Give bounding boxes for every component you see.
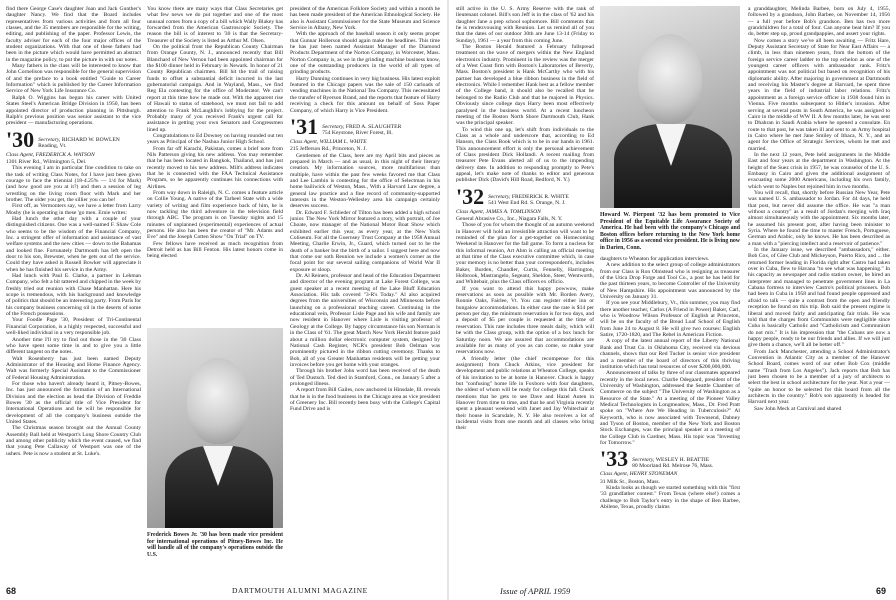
class-secretary: Secretary, RICHARD W. BOWLEN Reading, Vt.: [38, 136, 120, 150]
paragraph: If you want to attend this happy powwow, make reservations as soon as possible with Mr. Borden Avery, Ronnie Oaks, Fairlee, Vt. You can register either inn or bungalow accommodations. In either case the rate is $14 per person per day, the minimum reservation is for two days, and a deposit of $5 per couple is requested at the time of reservation. This rate includes three meals daily, which will be with the Class group, with the option of a box lunch for Saturday noon. We are assured that accommodations are available for as many of you as can come, so make your reservations now.: [456, 285, 594, 356]
paragraph: Another time I'll try to find out those in the '30 Class who have spent some time in and to give you a little different tangent on the notes.: [6, 336, 141, 356]
paragraph: From Jack Manchester, attending a School Administrator's Convention in Atlantic City as a member of the Hanover School Board, comes word of our other Bob Cox (middle name "Trash from Los Angeles"). Jack reports that Bob has just been chosen to be a member of a jury of architects to select the best in school architecture for the year. Not a year — "quite an honor to be selected for this board from all the architects in the country." Bob's son apparently is headed for Harvard next year.: [748, 348, 890, 406]
paragraph: Congratulations to Ed Downey on having rounded out ten years as Principal of the Nashua Junior High School.: [147, 132, 283, 146]
paragraph: Dr. Al Reiners, professor and head of the Education Department and director of the evening program at Lake Forest College, was guest speaker at a recent meeting of the Lake Bluff Education Association. His talk covered "3-R's Today." Al also acquired degrees from the universities of Wisconsin and Minnesota before launching on a professional teaching career. Continuing in the educational vein, Professor Lisle Page and his wife and family are now resident in Hanover where Lisle is visiting professor of Geology at the College. By happy circumstance his son Norman is in the Class of '61. The great March New York Herald feature paid about a million dollar electronic computer system, designed by National Cash Register, NCR's president Bob Oelman was prominently pictured in the ribbon cutting ceremony. Thanks to Bob, all of you Greater Manhattan residents will be getting your invoices before you get home with your oranges.: [290, 273, 440, 368]
class-heading-31: [290, 113, 440, 139]
paragraph: In the next 12 years, Pete held assignments in the Middle East and four years at the department in Washington. At the height of the Suez crisis in 1957, he was counselor of the U. S. Embassy in Cairo and given the additional assignment of evacuating some 2000 Americans, including his own family, which went to Naples but rejoined him in two months.: [748, 151, 890, 190]
class-year: '32: [456, 183, 485, 209]
paragraph: president of the American Folklore Society and within a month he has been made president of the American Ethnological Society. He also is Assistant Commissioner for the State Museum and Science Service in Albany, New York.: [290, 6, 440, 32]
paragraph: On the political front the Republican County Chairman from Orange County, N. J., announced recently that Bill Blanchard of New Vernon had been appointed chairman for the $100 dinner held in February in Newark. In honor of 21 County Republican chairmen. Bill hit the trail of raising funds to offset a substantial deficit incurred in the last gubernatorial campaign. And in Wayland, Mass., we find Reg Ela contesting for the office of Moderator. We can't report at this time how he made out. With the apparent rise of Hawaii to status of statehood, we must not fail to add attention to Frank McLaughlin's lobbying for the project. Probably many of you received Frank's urgent call for assistance in getting your own Senators and Congressmen lined up.: [147, 44, 283, 133]
paragraph: The Christmas season brought out the Annual County Assembly Ball held at Westport's Long Shore Country Club and among other publicity which the event caused, we find that young Pete Callaway of Westport was one of the ushers. Pete is now a student at St. Luke's.: [6, 425, 141, 457]
class-heading-30: [6, 126, 141, 152]
paragraph: Few fellows have received as much recognition from Detroit held as has Bill Fenton. His latest honors come in being elected: [147, 240, 283, 260]
paragraph: From far off Karachi, Pakistan, comes a brief note from Nils Patterson giving his new address. You may remember that he has been located in Bangkok, Thailand, and has just recently moved to his new address. Milt's address indicates that he is connected with the FAA Technical Assistance Program, so he apparently continues his connections with Airlines.: [147, 145, 283, 190]
left-column-1: [6, 6, 141, 584]
paragraph: Now comes a story we've all been awaiting — Fritz Hare, Deputy Assistant Secretary of State for Near East Affairs — a climb, in less than nineteen years, from the bottom of the foreign service career ladder to the top echelon as one of the youngest career officers with ambassador rank. Fritz's appointment was not political but based on recognition of his diplomatic ability. After majoring in government at Dartmouth and receiving his Master's degree at Harvard, he spent three years in the field of industrial labor relations. Fritz's appointment as a foreign service officer in 1938 found him in Vienna. Five months subsequent to Hitler's invasion. After serving at several posts in South America, he was assigned to Cairo in the middle of WW II. A few months later, he was sent to Dhahran in Saudi Arabia where he opened a consulate. En route to that post, he was taken ill and sent to an Army hospital in Cairo where he met Jane Smiley of Ithaca, N. Y., and an agent for the Office of Strategic Services, whom he met and married.: [748, 37, 890, 152]
issue-date: Issue of APRIL 1959: [500, 586, 571, 596]
page-number-right: 69: [876, 586, 887, 596]
paragraph: A friendly letter (the chief recompense for this assignment) from Chuck Atkins, vice president for development and public relations at Wheaton College, speaks of his invitation to be at home in Hanover. Chuck is happy but "confusing" home life in Foxboro with four daughters, the oldest of whom will be ready for college this fall. Chuck mentions that he gets to see Dave and Hazel Auten in Hanover from time to time, and that he and Virginia recently spent a pleasant weekend with Janet and Jay Whitechair at their house in Scarsdale, N. Y. He also receives a lot of incidental visits from one month and all classes who bring their: [456, 355, 594, 432]
paragraph: Those of you for whom the thought of an autumn weekend in Hanover will hold an irresistible attraction will want to be reminded of the plan for a get-together on Homecoming Weekend in Hanover for the fall game. To form a nucleus for this informal reunion, Art Ahm is calling an official meeting at that time of the Class executive committee which, in case your memory is no better than your correspondent's, includes Baker, Burden, Chandler, Curtis, Fennelly, Harrington, Holbrook, Mastrangelo, Segeant, Sheldon, Steer, Wentworth, and Whitebair, plus the Class officers ex officio.: [456, 222, 594, 286]
right-column-2: [600, 256, 740, 584]
class-agent-address: General Abrasive Co., Inc., Niagara Falls, N. Y.: [456, 215, 563, 222]
class-agent-address: 31 Milk St., Boston, Mass.: [600, 478, 660, 485]
paragraph: This evening I am in particular fine condition to take on the task of writing Class Notes, for I have just been given courage to face the triennial (18-4.25% — 1/4 for Mark) (and how good are you at it?) and then a session of leg wrestling on the living room floor with Mark and her brother. The older you get, the sillier you can be!: [6, 165, 141, 203]
paragraph: First off, as Vermonters say, we have a letter from Larry Mosby (he is operating in these 'go men. Ernie writes:: [6, 203, 141, 216]
page-gutter: [447, 0, 449, 600]
class-agent-address: 1301 River Rd., Wilmington 5, Del.: [6, 158, 87, 165]
paragraph: Had lunch with Paul E. Clarke, a partner in Lehman Company, who felt a bit tattered and chipped in the week by freshly tried out reunion with Chase Manhattan. Here his scope is tremendous, with his background and knowledge of politics that should be an interesting party. From Paris for his company business concerning oil in the deserts of some of the French possessions.: [6, 273, 141, 318]
paragraph: Your Foodle Page '30, President of Tri-Continental Financial Corporation, is a highly respected, successful and well-liked individual in a very responsible job.: [6, 317, 141, 337]
left-column-3: [290, 6, 440, 584]
left-column-2: [147, 6, 283, 326]
photo-caption: Howard W. Pierpont '32 has been promoted to Vice President of the Equitable Life Assurance Society of America. He had been with the company's Chicago and Boston offices before returning to the New York home office in 1956 as a second vice president. He is living now in Darien, Conn.: [600, 212, 740, 251]
class-year: '30: [6, 126, 35, 152]
class-year: '33: [600, 446, 629, 472]
paragraph: Harry Dunning continues in very big business. His latest exploit featured in the Chicago papers was the sale of 150 carloads of vending machines in the National Tea Company. This necessitated the transfer of Ryerson Brand, and the reports that feature of Harry receiving a check for this amount on behalf of Soss Paper Company, of which Harry is Vice President.: [290, 75, 440, 114]
paragraph: To wind this one up, let's shift from individuals to the Class as a whole and underscore that, according to Ed Hanson, the Class Book which is to be in our hands in 1961. This announcement effort is only the personal achievement of Class president Dick Hollandi. A recent mailing from treasurer Pete Evans alerted all of us to the impending delivery date. In addition to responding promptly to Pete's appeal, let's make note of thanks to editor and generous publisher Dick (David's Hill Road, Bedford, N. Y.): [456, 126, 594, 184]
paragraph: If you see your Middlebury, Vt., this summer, you may find there another teacher, Carlos (A Friend in Power) Baker, Carl, who is Woodrow Wilson Professor of English at Princeton, will be on the faculty of the Bread Loaf School of English from June 24 to August 8. He will give two courses: English Satire, 1720-1820, and The Rebel in American Fiction.: [600, 300, 740, 339]
magazine-title: DARTMOUTH ALUMNI MAGAZINE: [232, 586, 368, 595]
right-column-1: [456, 6, 594, 584]
paragraph: Dr. Edward F. Schlieder of Tilton has been added a high school junior. The New York Mirror featured a story, with portrait, of Joe Choate, now manager of the National Motor Boat Show which exhibited earlier this year, as every year, at the New York Coliseum. For all the Guernsey Trust Company at the 1958 Annual Meeting, Charlie Erwin, Jr., Guard, which turned out to be the death of a banker but the birth of a sailor. I suggest here and now that come our soth Reunion we include a women's corner as the focal point for our several sailing companions of World War II exposure or sloop.: [290, 209, 440, 273]
paragraph: still active in the U. S. Army Reserve with the rank of lieutenant colonel. Bill's son Jeff is in the class of '62 and his daughter Jane a prep school sophomore. Bill comments that he is rendezvousing with Reunion. Let us remind all of you that the dates of our outdoor 30th are June 13-14 (Friday to Sunday), 1961 — a year from this coming June.: [456, 6, 594, 44]
paragraph: a granddaughter, Melinda Barbee, born on July 4, 1955, followed by a grandson, John Barbee, on November 14, 1956 — a full year before Bob's grandson. Ben has two more grandchildren for a total of four. Can anyone beat him? If you do, better step up, proud grandpappies, and assert your rights.: [748, 6, 890, 38]
class-heading-32: [456, 183, 594, 209]
paragraph: The Boston Herald featured a February fullspread treatment on the wave of mergers within the New England electronics industry. Prominent in the review was the merger of a West Coast firm with Boston's Laboratories of Beverly, Mass. Boston's president is Hank McCarthy who with his partner has developed a blue ribbon business in the field of electronics. While I remember Hank best as a fellow member of the College band, it should also be recalled that he belonged to the Radio Club and that he majored in Physics. Obviously since college days Harry been most effectively paralysed in the business world. At a recent luncheon meeting of the Boston North Shore Dartmouth Club, Hank was the principal speaker.: [456, 44, 594, 127]
page-number-left: 68: [6, 586, 17, 596]
paragraph: From way down in Raleigh, N. C. comes a feature article on Collie Young. A native of the Tarheel State with a wide variety of writing and film experience back of him, he is now tackling the third adventure in the television field through ABC. The program is on Tuesday nights and 15 minutes of unplanned (experimental) experiences of actual persons. He also has been the creator of "Mr. Adams and Eve" and the Joseph Cotten Show "On Trial" on TV.: [147, 189, 283, 241]
class-heading-33: [600, 446, 740, 472]
paragraph: You know there are many ways that Class Secretaries get what few news we do put together and one of the most unusual comes from a copy of a bill which Wally Blakey has forwarded from the American Gastroscopic Society. The reason the bill is of interest to '30 is that the Secretary-Treasurer of the Society is listed as Arthur M. Olsen.: [147, 6, 283, 44]
class-agent: Class Agent, HENRY STONEMAN: [600, 471, 678, 478]
class-secretary: Secretary, FRED A. SLAUGHTER 754 Keystone, River Forest, Ill.: [322, 124, 402, 137]
paragraph: Gentlemen of the Class, here are my April bits and pieces as prepared in March — and as usual, in this night of their literary creation. My information sources, more multifarious than multiple, have within the past few weeks favored me that Class and Lee Lambin is contesting for the office of Selectman in his home bailiwick of Weston, Mass., With a Harvard Law degree, a general law practice and a fine record of community-supported interests in the Weston-Wellesley area his campaign certainly deserves success.: [290, 152, 440, 210]
paragraph: In the January issue, we described "ambassadors," either. Bob Cox, of Glee Club and Mickeyson, Puerto Rico, and ... the returned former leading in Florida right after Castro had taken over in Cuba, flew to Havana "to see what was happening." In his capacity as newspaper and radio station owner, he hired an interpreter and managed to penetrate government lines in La Cabana fortress to interview Castro's political prisoners. Bob had been in Cuba in 1958 and had found people oppressed and afraid to talk — quite a contrast from the open and friendly reception he found on this trip. Bob said the present regime is liberal and moved fairly and anticipating fair trials. He was told that the charges from Communists were negligible since Cuba is basically Catholic and "Catholicism and Communism do not mix." It is his impression that "the Cubans are now a happy people, ready to be our friends and allies. If we will just give them a chance, we'll all be better off.": [748, 247, 890, 349]
paragraph: With the approach of the baseball season it only seems proper that Gunnar Hollerson should again make the headlines. This time he has just been named Assistant Manager of the Diamond Products Department of the Norton Company, in Worcester, Mass. Norton Company is, as we in the grinding machine business know, one of the outstanding producers in the world of all types of grinding products.: [290, 31, 440, 76]
class-agent: Class Agent, FREDERICK A. WATSON: [6, 151, 95, 158]
class-agent-address: 215 Jefferson Rd., Princeton, N. J.: [290, 146, 367, 153]
paragraph: Ralph O. Wiggins has begun his career with United States Steel's American Bridge Division in 1950, has been appointed director of production planning in Pittsburgh. Ralph's previous position was senior assistant to the vice president — manufacturing operations.: [6, 94, 141, 127]
portrait-photo-pierpont: [600, 6, 740, 208]
paragraph: A report from Bill Gailes, now anchored in Hinsdale, Ill. reveals that he is in the food business in the Chicago area as vice president of Greenery Inc. Bill recently been busy with the College's Capital Fund Drive and is: [290, 387, 440, 413]
paragraph: A copy of the latest annual report of the Liberty National Bank and Trust Co. in Oklahoma City, received via devious channels, shows that our Red Tucker is senior vice president and a member of the board of directors of this thriving institution which has total resources of over $200,000,000.: [600, 338, 740, 370]
class-agent: Class Agent, JAMES A. TOMLINSON: [456, 208, 541, 215]
class-agent: Class Agent, WILLIAM L. WHITE: [290, 138, 367, 145]
right-column-3: [748, 6, 890, 584]
paragraph: Saw John Meck at Carnival and shared: [754, 405, 842, 412]
class-secretary: Secretary, FREDERICK R. WHITE 541 West End Rd. S. Orange, N. J.: [488, 193, 569, 207]
paragraph: find there George Case's daughter Joan and Jack Gunther's daughter Nancy. We find that the Board includes representatives from various activities and from all four classes, and the 35 members are responsible for the writing, editing, and publishing of the paper. Professor Lewis, the faculty adviser for each of the four major offices of the student organizations. With that one of these fathers had been in the picture which would have permitted an abstract in the magazine policy, to put the picture in with our notes.: [6, 6, 141, 63]
paragraph: Through his brother John word has been received of the death of Ted Dustsch. Ted died in Stamford, Conn., on January 5 after a prolonged illness.: [290, 368, 440, 387]
paragraph: A new addition to the select group of college administrators from our Class is Ron Olmstead who is resigning as treasurer of the Utica Drop Forge and Tool Co., a post he has held for the past thirteen years, to become Controller of the University of New Hampshire. His appointment was announced by the University on January 31.: [600, 262, 740, 301]
class-secretary: Secretary, WESLEY H. BEATTIE 80 Moorland Rd. Melrose 76, Mass.: [632, 456, 714, 469]
paragraph: daughters to Wheaton for application interviews.: [600, 256, 710, 262]
paragraph: Had lunch the other day with a couple of your distinguished citizens. One was a well-named F. Shaw Cole who seems to be the wisdom of the Financial Company, Inc. a stringent offer of information and assistance of vast welfare systems and the new cities — down to the Bahamas and looked fine. Fortunately Dartmouth has left open the door to his son, Brewster, when he gets out of the service. Could they have asked is Russell Bowker will appreciate it when he has finished his service in the Army.: [6, 215, 141, 273]
portrait-photo-bowes: [147, 328, 283, 528]
paragraph: Announcement of talks by three of our classmates appeared recently in the local news. Charlie Odegaard, president of the University of Washington, addressed the Seattle Chamber of Commerce on the subject "The University of Washington as a Resource of the State." At a meeting of the Pioneer Valley Medical Technologists in Longmeadow, Mass., Dr. Fred Pratt spoke on "Where Are We Heading in Tuberculosis?" Al Keyworth, who is now associated with Townsend, Dabney and Tyson of Boston, member of the New York and Boston Stock Exchanges, was the principal speaker at a meeting of the College Club in Gardner, Mass. His topic was "Investing for Tomorrow.": [600, 370, 740, 446]
paragraph: For those who haven't already heard it, Pitney-Bowes, Inc. has just announced the formation of an International Division and the election as head the Division of Freddie Bowes '30 as the official title of Vice President for International Operations and he will be responsible for development of all the company's business outside the United States.: [6, 380, 141, 425]
class-year: '31: [290, 113, 319, 139]
paragraph: Walt Rosenberry has just been named Deputy Administrator of the Housing and Home Finance Agency. Walt was formerly Special Assistant to the Commissioner of Federal Housing Administration.: [6, 355, 141, 381]
photo-caption: Frederick Bowes Jr. '30 has been made vice president for international operations of Pitney-Bowes Inc. He will handle all of the company's operations outside the U.S.: [147, 532, 283, 558]
paragraph: Kinda looks as though we started something with this "first '33 grandfather contest." From Texas (where else!) comes a challenge to Bob Taylor's entry in the shape of Ben Barbee, Abilene, Texas, proudly claims: [600, 485, 740, 511]
paragraph: Many fathers in the class will be interested to know that John Cornelison was responsible for the general supervision of and the preface to a book entitled "Guide to Career Information" which is published by the Career Information Service of New York Life Insurance Co.: [6, 63, 141, 95]
paragraph: You will recall, that, shortly before Russian New Year, Pete was named U. S. ambassador to Jordan. For 44 days, he held that post, but never did assume the office. He was "a man without a country" as a result of Jordan's merging with Iraq almost simultaneously with the appointment. Six months later, he assumed his present post, after having been minister to Syria. Where he found the time to master French, Portuguese, German and Arabic, only he knows. He has been described as a man with a "piercing intellect and a reservoir of patience.": [748, 189, 890, 247]
